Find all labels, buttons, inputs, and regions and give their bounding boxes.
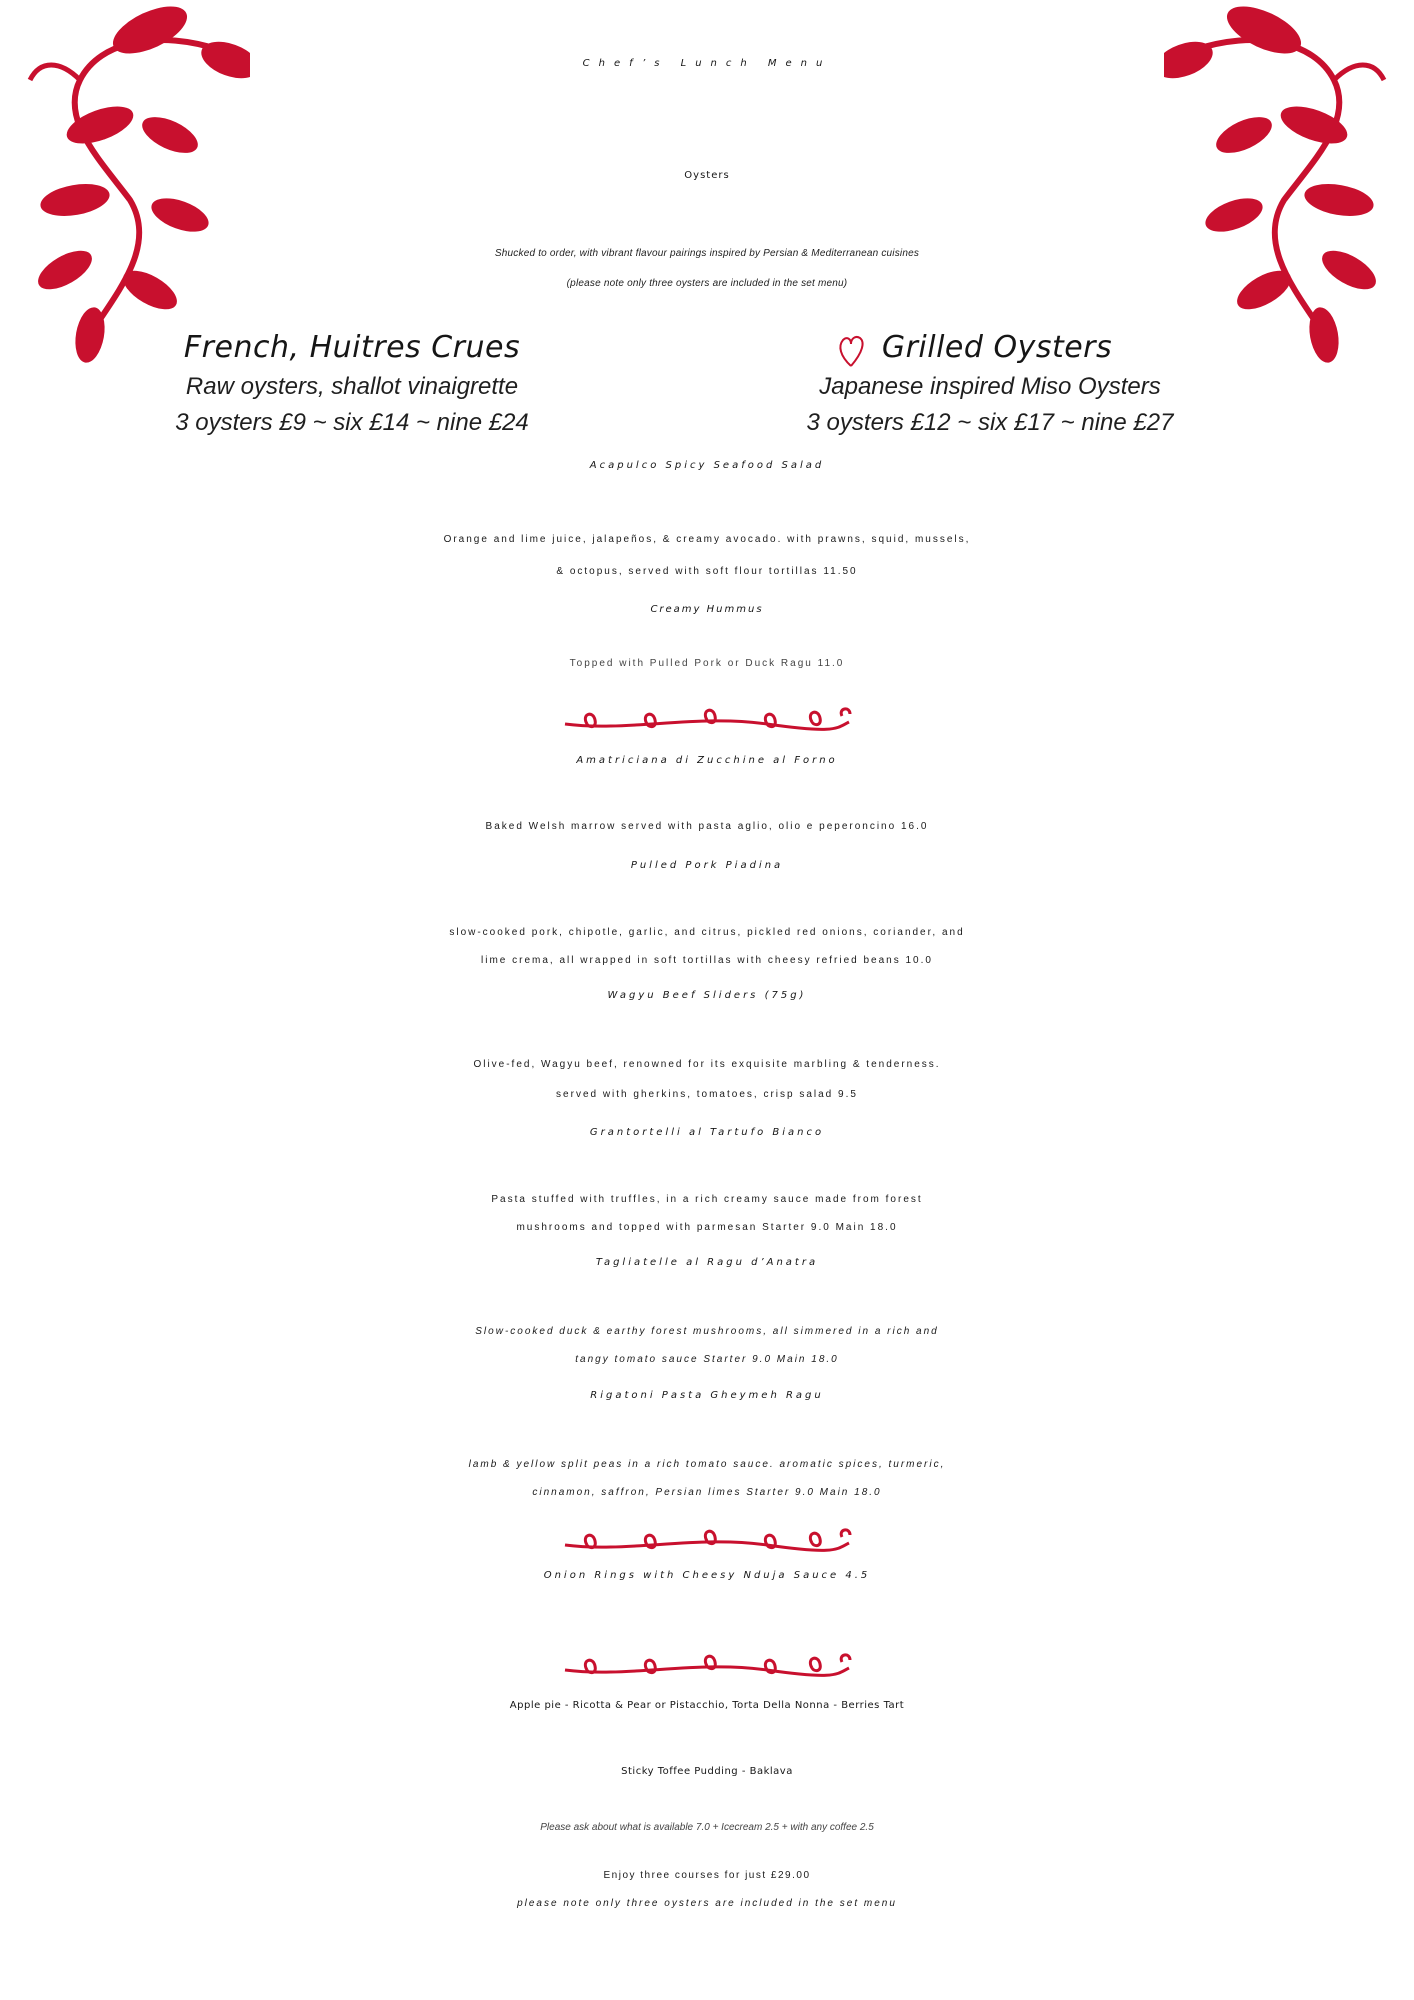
oysters-right-prices: 3 oysters £12 ~ six £17 ~ nine £27 [806,409,1174,436]
side-dish-title: Onion Rings with Cheesy Nduja Sauce 4.5 [543,1570,871,1581]
vine-divider-icon [557,706,857,736]
dish-description: served with gherkins, tomatoes, crisp salad 9.5 [556,1089,858,1100]
dish-title: Wagyu Beef Sliders (75g) [607,990,807,1001]
desserts-note: Please ask about what is available 7.0 + Icecream 2.5 + with any coffee 2.5 [540,1822,874,1833]
set-menu-offer: Enjoy three courses for just £29.00 [603,1870,811,1881]
leaf-branch-icon [20,0,250,370]
dish-description: Slow-cooked duck & earthy forest mushrooms, all simmered in a rich and [475,1326,939,1337]
dish-description: tangy tomato sauce Starter 9.0 Main 18.0 [575,1354,839,1365]
vine-divider-icon [557,1652,857,1682]
dish-title: Acapulco Spicy Seafood Salad [589,460,825,471]
oysters-left-prices: 3 oysters £9 ~ six £14 ~ nine £24 [175,409,529,436]
oysters-left-title: French, Huitres Crues [183,330,521,365]
dish-description: Topped with Pulled Pork or Duck Ragu 11.0 [569,658,845,669]
oysters-subtitle-note: (please note only three oysters are included in the set menu) [566,278,848,289]
desserts-list: Sticky Toffee Pudding - Baklava [621,1766,793,1777]
dish-description: Orange and lime juice, jalapeños, & creamy avocado. with prawns, squid, mussels, [443,534,971,545]
dish-title: Grantortelli al Tartufo Bianco [589,1127,825,1138]
dish-description: slow-cooked pork, chipotle, garlic, and citrus, pickled red onions, coriander, and [449,927,965,938]
leaf-branch-icon [1164,0,1394,370]
dish-title: Pulled Pork Piadina [630,860,784,871]
oysters-heading: Oysters [684,170,730,181]
oysters-subtitle: Shucked to order, with vibrant flavour pairings inspired by Persian & Mediterranean cuisines [494,248,920,259]
oysters-left-desc: Raw oysters, shallot vinaigrette [185,373,519,400]
dish-description: Pasta stuffed with truffles, in a rich creamy sauce made from forest [491,1194,923,1205]
oysters-right-desc: Japanese inspired Miso Oysters [819,373,1161,400]
menu-title: Chef’s Lunch Menu [582,58,832,69]
dish-title: Tagliatelle al Ragu d’Anatra [595,1257,819,1268]
dish-description: lime crema, all wrapped in soft tortillas with cheesy refried beans 10.0 [481,955,933,966]
dish-description: mushrooms and topped with parmesan Starter 9.0 Main 18.0 [516,1222,898,1233]
set-menu-note: please note only three oysters are included in the set menu [517,1898,897,1909]
dish-title: Creamy Hummus [650,604,764,615]
dish-description: & octopus, served with soft flour tortillas 11.50 [556,566,858,577]
dish-title: Amatriciana di Zucchine al Forno [576,755,838,766]
vine-divider-icon [557,1527,857,1557]
desserts-list: Apple pie - Ricotta & Pear or Pistacchio, Torta Della Nonna - Berries Tart [509,1700,905,1711]
oysters-left-column [52,330,652,441]
dish-description: Olive-fed, Wagyu beef, renowned for its exquisite marbling & tenderness. [473,1059,941,1070]
dish-description: cinnamon, saffron, Persian limes Starter 9.0 Main 18.0 [532,1487,882,1498]
oysters-right-column [690,330,1290,441]
dish-description: lamb & yellow split peas in a rich tomato sauce. aromatic spices, turmeric, [468,1459,946,1470]
dish-description: Baked Welsh marrow served with pasta aglio, olio e peperoncino 16.0 [485,821,929,832]
dish-title: Rigatoni Pasta Gheymeh Ragu [590,1390,824,1401]
oysters-right-title: Grilled Oysters [881,330,1113,365]
